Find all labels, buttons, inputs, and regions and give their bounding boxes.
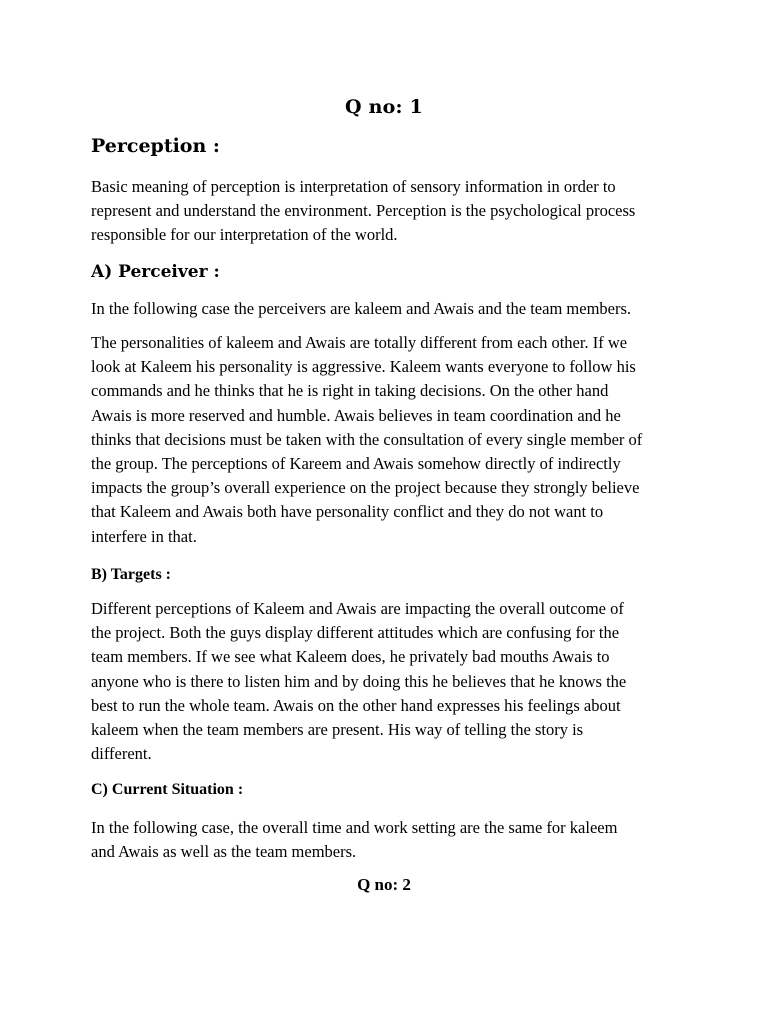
- paragraph-line: the project. Both the guys display different attitudes which are confusing for the: [91, 623, 620, 643]
- targets-heading: B) Targets :: [91, 566, 171, 583]
- paragraph-line: look at Kaleem his personality is aggressive. Kaleem wants everyone to follow his: [91, 357, 636, 377]
- paragraph-line: kaleem when the team members are present. His way of telling the story is: [91, 720, 584, 740]
- perceiver-heading: A) Perceiver :: [91, 262, 220, 282]
- current-situation-heading: C) Current Situation :: [91, 781, 244, 798]
- paragraph-line: represent and understand the environment. Perception is the psychological process: [91, 201, 636, 221]
- current-situation-paragraph: [91, 816, 691, 864]
- paragraph-line: In the following case, the overall time and work setting are the same for kaleem: [91, 818, 618, 837]
- paragraph-line: the group. The perceptions of Kareem and Awais somehow directly of indirectly: [91, 454, 621, 474]
- paragraph-line: and Awais as well as the team members.: [91, 842, 357, 862]
- paragraph-line: different.: [91, 744, 152, 764]
- paragraph-line: commands and he thinks that he is right in taking decisions. On the other hand: [91, 381, 609, 401]
- paragraph-line: Basic meaning of perception is interpretation of sensory information in order to: [91, 177, 616, 196]
- paragraph-line: interfere in that.: [91, 526, 197, 546]
- paragraph-line: anyone who is there to listen him and by doing this he believes that he knows the: [91, 671, 627, 691]
- question-1-heading: Q no: 1: [345, 96, 423, 118]
- targets-paragraph: [91, 597, 691, 766]
- paragraph-line: responsible for our interpretation of the world.: [91, 225, 398, 245]
- perceivers-paragraph: [91, 297, 691, 321]
- paragraph-line: The personalities of kaleem and Awais are totally different from each other. If we: [91, 333, 628, 352]
- perception-heading: Perception :: [91, 135, 220, 157]
- paragraph-line: that Kaleem and Awais both have personality conflict and they do not want to: [91, 502, 604, 522]
- paragraph-line: team members. If we see what Kaleem does, he privately bad mouths Awais to: [91, 647, 610, 667]
- perception-definition-paragraph: [91, 175, 691, 248]
- question-2-heading: Q no: 2: [357, 875, 411, 894]
- paragraph-line: thinks that decisions must be taken with the consultation of every single member of: [91, 429, 643, 449]
- paragraph-line: best to run the whole team. Awais on the other hand expresses his feelings about: [91, 695, 621, 715]
- personality-paragraph: [91, 331, 691, 549]
- paragraph-line: impacts the group’s overall experience on the project because they strongly believe: [91, 478, 640, 498]
- paragraph-line: Different perceptions of Kaleem and Awais are impacting the overall outcome of: [91, 599, 624, 618]
- paragraph-line: Awais is more reserved and humble. Awais believes in team coordination and he: [91, 405, 621, 425]
- paragraph-line: In the following case the perceivers are kaleem and Awais and the team members.: [91, 299, 632, 318]
